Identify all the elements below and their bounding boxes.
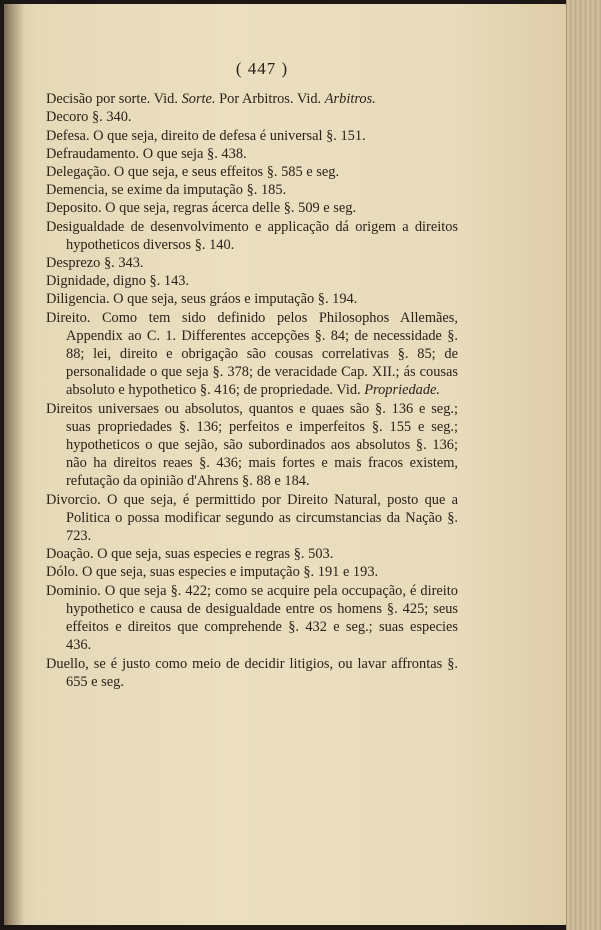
entry-demencia — [46, 181, 458, 199]
entry-head: Decoro — [46, 109, 89, 126]
entry-text: O que seja, regras ácerca delle §. 509 e seg. — [101, 200, 357, 217]
entry-dominio — [46, 582, 458, 655]
entry-dignidade — [46, 272, 458, 290]
entry-head: Dominio. — [46, 582, 101, 599]
entry-head: Direito. — [46, 309, 91, 326]
entry-direitos — [46, 400, 458, 491]
entry-decoro — [46, 108, 458, 126]
entry-desigualdade — [46, 218, 458, 254]
entry-text: O que seja, seus gráos e imputação §. 194. — [109, 291, 358, 308]
entry-diligencia — [46, 290, 458, 308]
entry-text: digno §. 143. — [109, 273, 190, 290]
entry-text: O que seja, e seus effeitos §. 585 e seg. — [110, 164, 340, 181]
entry-head: Doação. — [46, 546, 94, 563]
entry-head: Demencia, — [46, 182, 108, 199]
entry-head: Desprezo — [46, 255, 101, 272]
entry-text: O que seja, direito de defesa é universal §. 151. — [89, 127, 366, 144]
entry-text: O que seja §. 422; como se acquire pela occupação, é direito hypothetico e causa de desigualdade entre os homens §. 425; seus effeitos e direitos que comprehende §. 432 e seg.; suas especies 436. — [66, 582, 458, 654]
entry-divorcio — [46, 491, 458, 546]
cross-reference: Propriedade. — [364, 382, 441, 399]
entry-text: Como tem sido definido pelos Philosophos Allemães, Appendix ao C. 1. Differentes accepções §. 84; de necessidade §. 88; lei, direito e obrigação são cousas correlativas §. 85; de personalidade o que seja §. 378; de veracidade Cap. XII.; ás cousas absoluto e hypothetico §. 416; de propriedade. Vid. — [66, 309, 458, 399]
entry-head: Decisão — [46, 91, 93, 108]
entry-head: Defraudamento. — [46, 145, 140, 162]
entry-text: §. 343. — [100, 255, 144, 272]
entry-head: Duello — [46, 655, 86, 672]
entry-decisao — [46, 90, 458, 108]
cross-reference: Sorte. — [181, 91, 216, 108]
entry-text: de desenvolvimento e applicação dá origem a direitos hypotheticos diversos §. 140. — [66, 218, 458, 253]
entry-defraudamento — [46, 145, 458, 163]
entry-text: O que seja §. 438. — [139, 145, 247, 162]
entry-head: Desigualdade — [46, 218, 125, 235]
entry-text: universaes ou absolutos, quantos e quaes são §. 136 e seg.; suas propriedades §. 136; perfeitos e imperfeitos §. 155 e seg.; hypotheticos o que sejão, são subordinados aos absolutos §. 136; não ha direitos reaes §. 436; mais fortes e mais fracos existem, refutação da opinião d'Ahrens §. 88 e 184. — [66, 400, 458, 490]
entry-head: Delegação. — [46, 164, 111, 181]
entry-direito — [46, 309, 458, 400]
entry-head: Direitos — [46, 400, 93, 417]
entry-duello — [46, 655, 458, 691]
page-edges — [566, 0, 601, 930]
entry-head: Dignidade, — [46, 273, 110, 290]
page-number: ( 447 ) — [235, 59, 289, 78]
cross-reference: Arbitros. — [324, 91, 376, 108]
entry-delegacao — [46, 163, 458, 181]
entry-text: se exime da imputação §. 185. — [107, 182, 287, 199]
entry-defesa — [46, 127, 458, 145]
index-text — [46, 60, 458, 691]
entry-text: O que seja, suas especies e regras §. 503. — [93, 546, 334, 563]
entry-head: Dólo. — [46, 564, 79, 581]
entry-head: Divorcio. — [46, 491, 101, 508]
entry-text: , se é justo como meio de decidir litigios, ou lavar affrontas §. 655 e seg. — [66, 655, 458, 690]
entry-dolo — [46, 563, 458, 581]
entry-text: por sorte. Vid. — [92, 91, 182, 108]
entry-head: Diligencia. — [46, 291, 110, 308]
entry-head: Deposito. — [46, 200, 102, 217]
entry-text: O que seja, suas especies e imputação §. 191 e 193. — [78, 564, 379, 581]
binding-gutter — [4, 4, 24, 925]
entry-head: Defesa. — [46, 127, 90, 144]
entry-text: O que seja, é permittido por Direito Natural, posto que a Politica o possa modificar segundo as circumstancias da Nação §. 723. — [66, 491, 458, 545]
entry-doacao — [46, 545, 458, 563]
entry-deposito — [46, 199, 458, 217]
entry-desprezo — [46, 254, 458, 272]
entry-text: Por Arbitros. Vid. — [215, 91, 325, 108]
entry-text: §. 340. — [88, 109, 132, 126]
